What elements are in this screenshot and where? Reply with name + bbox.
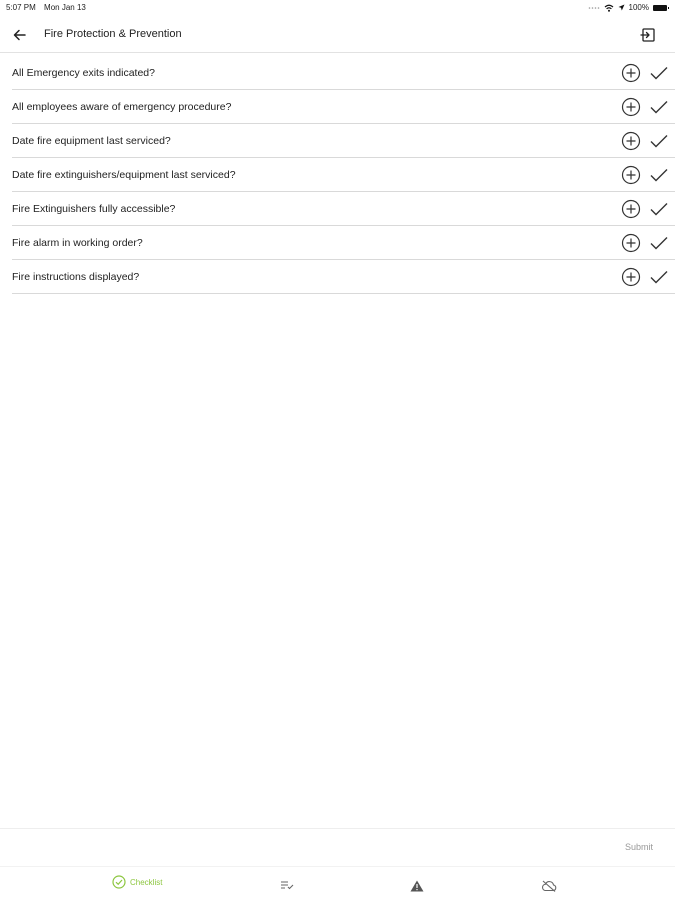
checklist-item-label: Date fire equipment last serviced? [12, 135, 171, 147]
check-icon [649, 268, 669, 286]
plus-circle-icon [621, 63, 641, 83]
checklist-item-label: Fire Extinguishers fully accessible? [12, 203, 176, 215]
checklist-item [12, 192, 675, 226]
wifi-icon [604, 4, 614, 12]
checklist-item-label: Fire alarm in working order? [12, 237, 143, 249]
tab-cloud[interactable] [541, 880, 557, 892]
exit-button[interactable] [639, 25, 659, 45]
page-title: Fire Protection & Prevention [44, 28, 182, 40]
add-note-button[interactable] [621, 131, 641, 151]
location-arrow-icon [618, 4, 625, 11]
exit-to-app-icon [639, 25, 659, 45]
mark-complete-button[interactable] [649, 200, 669, 218]
arrow-left-icon [10, 26, 30, 44]
checklist-item [12, 158, 675, 192]
mark-complete-button[interactable] [649, 268, 669, 286]
checklist-item-label: Fire instructions displayed? [12, 271, 140, 283]
checklist-item-label: All Emergency exits indicated? [12, 67, 155, 79]
submit-button[interactable]: Submit [624, 842, 653, 852]
plus-circle-icon [621, 233, 641, 253]
mark-complete-button[interactable] [649, 64, 669, 82]
status-time: 5:07 PM [6, 3, 36, 12]
list-check-icon [280, 880, 294, 890]
status-bar-right [584, 3, 667, 12]
add-note-button[interactable] [621, 267, 641, 287]
plus-circle-icon [621, 97, 641, 117]
add-note-button[interactable] [621, 165, 641, 185]
battery-icon [653, 5, 667, 11]
status-bar [0, 0, 675, 14]
check-circle-icon [112, 875, 126, 889]
checklist-item-label: All employees aware of emergency procedure? [12, 101, 232, 113]
battery-percent: 100% [628, 3, 649, 12]
plus-circle-icon [621, 131, 641, 151]
checklist [12, 56, 675, 294]
signal-dots-icon [588, 6, 600, 10]
check-icon [649, 234, 669, 252]
mark-complete-button[interactable] [649, 166, 669, 184]
checklist-item [12, 260, 675, 294]
tab-warning[interactable] [410, 880, 424, 892]
mark-complete-button[interactable] [649, 98, 669, 116]
plus-circle-icon [621, 199, 641, 219]
mark-complete-button[interactable] [649, 132, 669, 150]
checklist-item [12, 90, 675, 124]
bottom-divider [0, 828, 675, 829]
tab-checklist[interactable] [112, 875, 162, 889]
status-date: Mon Jan 13 [44, 3, 86, 12]
add-note-button[interactable] [621, 199, 641, 219]
nav-bar [0, 18, 675, 53]
check-icon [649, 132, 669, 150]
status-bar-left [6, 3, 86, 12]
check-icon [649, 200, 669, 218]
checklist-item-label: Date fire extinguishers/equipment last serviced? [12, 169, 236, 181]
check-icon [649, 166, 669, 184]
tab-list[interactable] [280, 880, 294, 890]
back-button[interactable] [10, 26, 30, 44]
add-note-button[interactable] [621, 63, 641, 83]
checklist-item [12, 226, 675, 260]
plus-circle-icon [621, 165, 641, 185]
warning-icon [410, 880, 424, 892]
checklist-item [12, 56, 675, 90]
add-note-button[interactable] [621, 97, 641, 117]
add-note-button[interactable] [621, 233, 641, 253]
checklist-item [12, 124, 675, 158]
tab-bar [0, 866, 675, 901]
check-icon [649, 98, 669, 116]
cloud-off-icon [541, 880, 557, 892]
plus-circle-icon [621, 267, 641, 287]
check-icon [649, 64, 669, 82]
mark-complete-button[interactable] [649, 234, 669, 252]
tab-checklist-label: Checklist [130, 877, 163, 887]
